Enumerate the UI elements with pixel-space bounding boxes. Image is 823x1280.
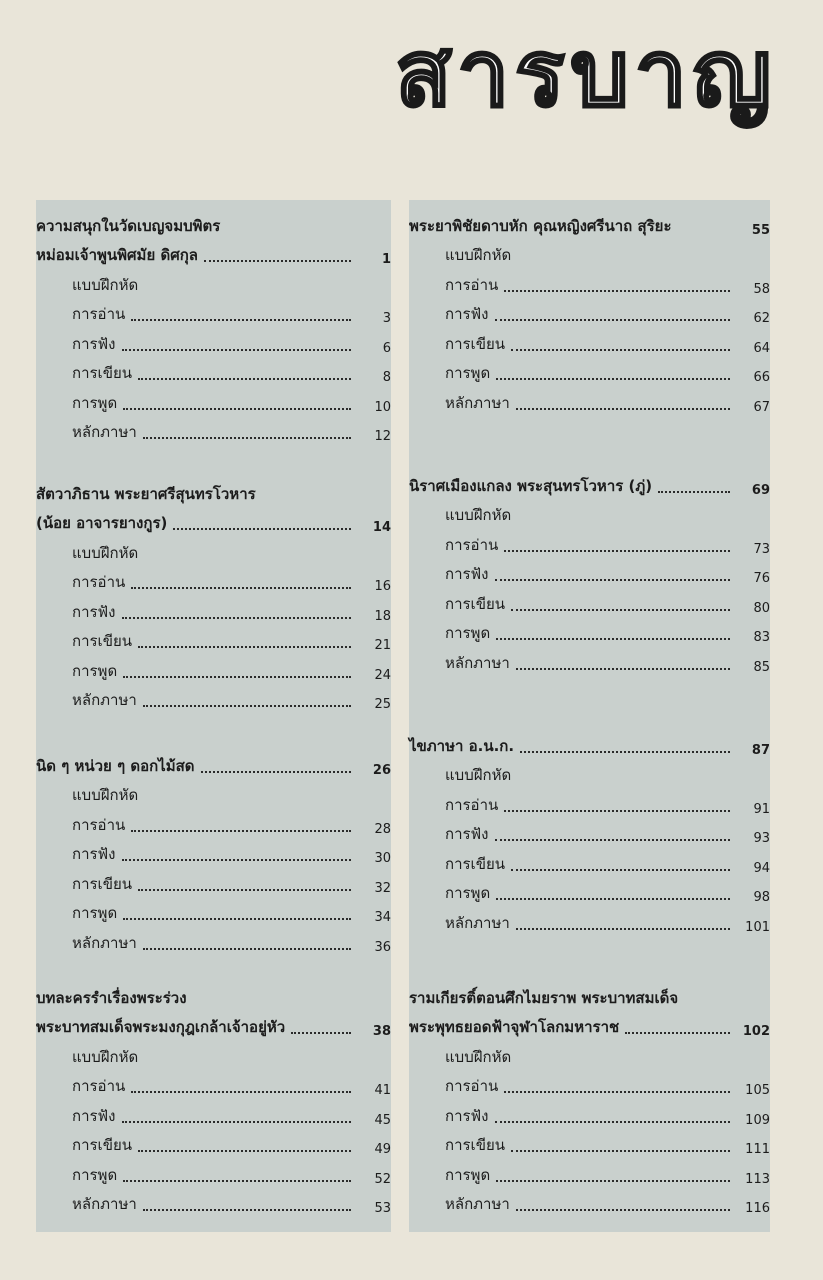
toc-item-label: หลักภาษา	[72, 691, 137, 709]
toc-item	[36, 683, 391, 713]
toc-item-label: การฟัง	[72, 602, 116, 621]
toc-item	[36, 624, 391, 654]
toc-item-label: การพูด	[72, 661, 118, 680]
dot-leader	[122, 616, 351, 619]
dot-leader	[516, 1208, 730, 1211]
toc-item	[409, 527, 770, 557]
toc-item-label: การฟัง	[72, 334, 116, 353]
toc-section-title-page-number: 55	[751, 222, 770, 238]
toc-item-label: การพูด	[445, 364, 491, 382]
toc-item-page-number: 66	[753, 370, 770, 385]
toc-item	[409, 905, 770, 935]
toc-item	[36, 565, 391, 595]
toc-item-label: การอ่าน	[72, 815, 126, 834]
exercise-group-label-label: แบบฝึกหัด	[445, 766, 512, 784]
toc-item-page-number: 34	[374, 910, 391, 925]
dot-leader	[511, 348, 730, 351]
toc-item-page-number: 36	[374, 939, 391, 955]
toc-item-label: การอ่าน	[445, 275, 499, 294]
exercise-group-label-label: แบบฝึกหัด	[445, 1047, 512, 1066]
exercise-group-label	[409, 498, 770, 528]
toc-section-title-label: พระพุทธยอดฟ้าจุฬาโลกมหาราช	[409, 1018, 620, 1036]
toc-section-title-label: (น้อย อาจารยางกูร)	[36, 514, 168, 532]
dot-leader	[131, 829, 351, 832]
toc-item	[36, 1157, 391, 1187]
dot-leader	[138, 377, 351, 380]
toc-item-page-number: 10	[374, 399, 391, 415]
toc-item-label: การอ่าน	[445, 1077, 499, 1095]
toc-section-title	[409, 1010, 770, 1040]
toc-section-title-label: บทละครรำเรื่องพระร่วง	[36, 988, 187, 1007]
toc-item-label: การเขียน	[445, 854, 505, 873]
toc-item-label: หลักภาษา	[72, 423, 137, 441]
toc-item	[36, 415, 391, 445]
toc-item-label: การเขียน	[445, 594, 505, 613]
toc-item-label: หลักภาษา	[72, 933, 137, 952]
toc-item	[409, 1098, 770, 1128]
toc-item-label: หลักภาษา	[72, 1195, 137, 1213]
toc-item-page-number: 45	[374, 1112, 391, 1128]
exercise-group-label-label: แบบฝึกหัด	[445, 506, 512, 524]
toc-item-page-number: 64	[753, 340, 770, 356]
toc-item-label: การอ่าน	[72, 305, 126, 323]
toc-item-page-number: 80	[753, 600, 770, 616]
toc-section-title-page-number: 102	[742, 1024, 770, 1039]
toc-item	[409, 267, 770, 297]
toc-item-label: การฟัง	[445, 1106, 489, 1125]
toc-section	[409, 980, 770, 1216]
toc-section-title-page-number: 1	[381, 252, 391, 267]
toc-item-page-number: 62	[753, 311, 770, 326]
dot-leader	[504, 1090, 730, 1093]
dot-leader	[496, 1179, 730, 1182]
toc-item	[36, 896, 391, 926]
toc-item	[36, 1187, 391, 1217]
toc-item-label: การอ่าน	[445, 535, 499, 554]
toc-item	[36, 385, 391, 415]
toc-item-label: การฟัง	[445, 565, 489, 583]
toc-section-title	[36, 506, 391, 536]
toc-item-page-number: 67	[753, 399, 770, 415]
dot-leader	[138, 888, 351, 891]
toc-item-page-number: 52	[374, 1171, 391, 1187]
toc-item	[409, 385, 770, 415]
toc-section-title-page-number: 87	[751, 742, 770, 758]
toc-item	[409, 846, 770, 876]
toc-item-page-number: 12	[374, 429, 391, 444]
toc-item-label: หลักภาษา	[445, 653, 510, 672]
dot-leader	[173, 527, 351, 530]
dot-leader	[495, 1120, 730, 1123]
dot-leader	[143, 704, 351, 707]
dot-leader	[122, 858, 351, 861]
toc-item-page-number: 16	[374, 579, 391, 594]
toc-item	[36, 866, 391, 896]
toc-section-title-label: รามเกียรติ์ตอนศึกไมยราพ พระบาทสมเด็จ	[409, 988, 679, 1007]
toc-item-page-number: 94	[753, 860, 770, 876]
exercise-group-label	[36, 535, 391, 565]
toc-section-title	[36, 1010, 391, 1040]
toc-section-title-label: สัตวาภิธาน พระยาศรีสุนทรโวหาร	[36, 484, 256, 503]
toc-section-title-page-number: 14	[372, 520, 391, 535]
toc-left-column	[36, 200, 391, 1232]
toc-item-label: การพูด	[445, 624, 491, 642]
toc-section-title-label: ไขภาษา อ.น.ก.	[409, 736, 515, 755]
toc-item-label: การอ่าน	[445, 795, 499, 814]
dot-leader	[201, 770, 351, 773]
toc-item-label: การอ่าน	[72, 1077, 126, 1095]
toc-item-page-number: 116	[745, 1201, 770, 1216]
toc-item-page-number: 28	[374, 821, 391, 837]
toc-item-label: การเขียน	[445, 334, 505, 353]
toc-item-label: การฟัง	[445, 305, 489, 323]
dot-leader	[495, 838, 730, 841]
toc-item-page-number: 105	[745, 1083, 770, 1098]
dot-leader	[516, 407, 730, 410]
toc-item-page-number: 30	[374, 851, 391, 866]
exercise-group-label-label: แบบฝึกหัด	[72, 275, 139, 294]
toc-section	[36, 208, 391, 444]
dot-leader	[131, 586, 351, 589]
dot-leader	[495, 578, 730, 581]
toc-section-title	[36, 748, 391, 778]
toc-item-page-number: 76	[753, 571, 770, 586]
toc-section-title-label: พระบาทสมเด็จพระมงกุฎเกล้าเจ้าอยู่หัว	[36, 1018, 286, 1036]
toc-item	[409, 1187, 770, 1217]
toc-section-title	[409, 728, 770, 758]
toc-section	[36, 476, 391, 712]
toc-item	[409, 645, 770, 675]
toc-item	[409, 787, 770, 817]
toc-section-title	[36, 980, 391, 1010]
toc-section-title-page-number: 69	[751, 482, 770, 498]
toc-item-label: การพูด	[72, 904, 118, 922]
toc-item	[36, 1069, 391, 1099]
dot-leader	[131, 318, 351, 321]
toc-item-label: การเขียน	[72, 874, 132, 893]
exercise-group-label-label: แบบฝึกหัด	[72, 786, 139, 804]
toc-item	[409, 1157, 770, 1187]
dot-leader	[291, 1031, 351, 1034]
page-title: สารบาญ	[395, 20, 777, 127]
dot-leader	[495, 318, 730, 321]
dot-leader	[496, 637, 730, 640]
dot-leader	[516, 927, 730, 930]
toc-section	[409, 728, 770, 935]
toc-item-label: การพูด	[445, 884, 491, 902]
dot-leader	[511, 868, 730, 871]
toc-right-column	[409, 200, 770, 1232]
toc-item-page-number: 18	[374, 608, 391, 624]
toc-section	[409, 208, 770, 415]
toc-item	[36, 326, 391, 356]
exercise-group-label	[36, 778, 391, 808]
dot-leader	[138, 1149, 351, 1152]
toc-item	[409, 817, 770, 847]
toc-item-page-number: 109	[745, 1112, 770, 1128]
toc-item	[409, 326, 770, 356]
dot-leader	[496, 377, 730, 380]
toc-item	[409, 1128, 770, 1158]
dot-leader	[143, 947, 351, 950]
toc-item-page-number: 113	[745, 1171, 770, 1187]
exercise-group-label	[36, 267, 391, 297]
toc-item	[36, 807, 391, 837]
dot-leader	[625, 1031, 730, 1034]
toc-item-label: การเขียน	[445, 1136, 505, 1154]
dot-leader	[138, 645, 351, 648]
toc-item	[409, 1069, 770, 1099]
exercise-group-label	[36, 1039, 391, 1069]
toc-item-label: การอ่าน	[72, 573, 126, 591]
toc-item-page-number: 53	[374, 1201, 391, 1216]
toc-item	[409, 557, 770, 587]
toc-section-title	[36, 208, 391, 238]
toc-item-page-number: 25	[374, 697, 391, 712]
toc-item	[36, 837, 391, 867]
toc-section	[36, 980, 391, 1216]
toc-item	[409, 356, 770, 386]
toc-item-label: การพูด	[445, 1165, 491, 1184]
toc-section	[36, 748, 391, 955]
toc-section-title	[409, 208, 770, 238]
toc-section-title-label: นิด ๆ หน่วย ๆ ดอกไม้สด	[36, 756, 195, 775]
toc-item	[409, 876, 770, 906]
toc-section	[409, 468, 770, 675]
toc-item-page-number: 91	[753, 801, 770, 817]
dot-leader	[511, 1149, 730, 1152]
toc-item-page-number: 98	[753, 890, 770, 905]
dot-leader	[143, 1208, 351, 1211]
dot-leader	[511, 608, 730, 611]
exercise-group-label	[409, 1039, 770, 1069]
toc-item-label: การเขียน	[72, 632, 132, 650]
toc-item-label: การเขียน	[72, 364, 132, 382]
exercise-group-label	[409, 238, 770, 268]
toc-item-page-number: 8	[382, 370, 391, 385]
toc-item	[36, 653, 391, 683]
toc-item-page-number: 111	[745, 1142, 770, 1157]
toc-item-page-number: 3	[382, 311, 391, 326]
toc-item	[36, 1128, 391, 1158]
dot-leader	[123, 1179, 351, 1182]
toc-section-title-label: นิราศเมืองแกลง พระสุนทรโวหาร (ภู่)	[409, 476, 653, 495]
toc-section-title-page-number: 38	[372, 1024, 391, 1039]
toc-item	[409, 297, 770, 327]
toc-item-page-number: 21	[374, 638, 391, 653]
toc-item	[36, 1098, 391, 1128]
dot-leader	[131, 1090, 351, 1093]
dot-leader	[123, 675, 351, 678]
toc-item	[36, 356, 391, 386]
dot-leader	[520, 750, 730, 753]
toc-item-page-number: 101	[745, 919, 770, 935]
toc-section-title	[36, 476, 391, 506]
toc-item-page-number: 93	[753, 831, 770, 846]
toc-item-page-number: 73	[753, 541, 770, 557]
toc-section-title-label: หม่อมเจ้าพูนพิศมัย ดิศกุล	[36, 246, 198, 264]
toc-item	[36, 297, 391, 327]
toc-item-label: การฟัง	[445, 825, 489, 843]
dot-leader	[122, 1120, 351, 1123]
exercise-group-label-label: แบบฝึกหัด	[445, 246, 512, 264]
dot-leader	[204, 259, 351, 262]
exercise-group-label-label: แบบฝึกหัด	[72, 543, 139, 562]
toc-item-label: หลักภาษา	[445, 393, 510, 412]
toc-item	[36, 594, 391, 624]
toc-section-title	[409, 468, 770, 498]
exercise-group-label-label: แบบฝึกหัด	[72, 1047, 139, 1066]
exercise-group-label	[409, 758, 770, 788]
dot-leader	[123, 407, 351, 410]
toc-item-label: การพูด	[72, 1165, 118, 1184]
dot-leader	[123, 917, 351, 920]
toc-item-page-number: 41	[374, 1083, 391, 1098]
toc-item	[409, 616, 770, 646]
toc-item-page-number: 58	[753, 281, 770, 297]
toc-item-label: การเขียน	[72, 1136, 132, 1154]
toc-item-label: หลักภาษา	[445, 1195, 510, 1213]
toc-item-label: การฟัง	[72, 1106, 116, 1125]
toc-item-page-number: 24	[374, 667, 391, 683]
toc-section-title	[36, 238, 391, 268]
toc-item-page-number: 85	[753, 659, 770, 675]
toc-item	[409, 586, 770, 616]
toc-item-page-number: 49	[374, 1142, 391, 1157]
toc-section-title-label: พระยาพิชัยดาบหัก คุณหญิงศรีนาถ สุริยะ	[409, 216, 672, 235]
toc-item-label: การฟัง	[72, 845, 116, 863]
dot-leader	[143, 436, 351, 439]
dot-leader	[658, 490, 730, 493]
dot-leader	[504, 809, 730, 812]
toc-item	[36, 925, 391, 955]
toc-item-page-number: 32	[374, 880, 391, 896]
toc-item-page-number: 6	[382, 340, 391, 356]
dot-leader	[504, 289, 730, 292]
dot-leader	[678, 232, 730, 233]
toc-section-title	[409, 980, 770, 1010]
toc-item-label: หลักภาษา	[445, 913, 510, 932]
dot-leader	[516, 667, 730, 670]
toc-item-page-number: 83	[753, 630, 770, 645]
dot-leader	[504, 549, 730, 552]
toc-section-title-page-number: 26	[372, 762, 391, 778]
dot-leader	[496, 897, 730, 900]
dot-leader	[122, 348, 351, 351]
toc-section-title-label: ความสนุกในวัดเบญจมบพิตร	[36, 216, 221, 235]
toc-item-label: การพูด	[72, 393, 118, 412]
